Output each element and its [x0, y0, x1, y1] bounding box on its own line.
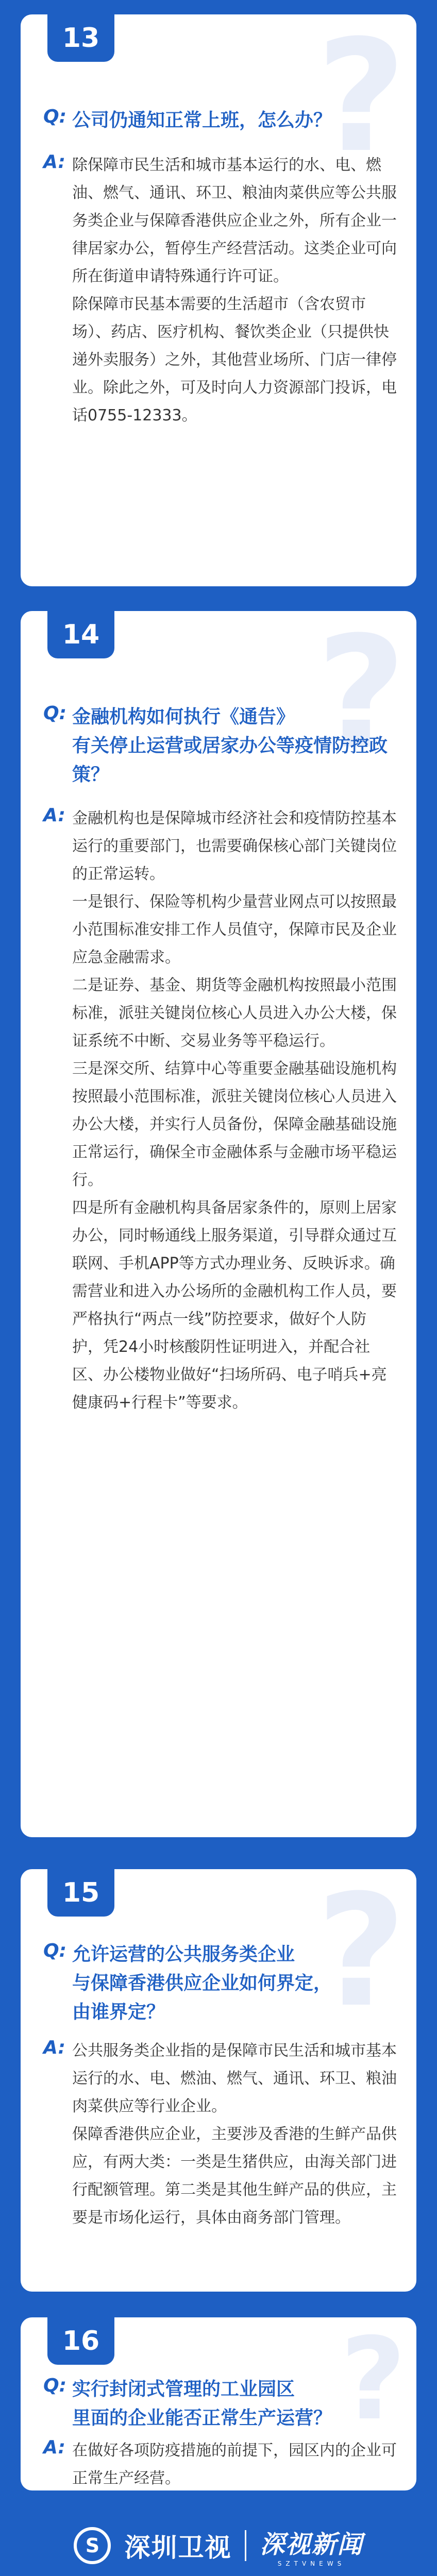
answer-paragraph: 金融机构也是保障城市经济社会和疫情防控基本运行的重要部门，也需要确保核心部门关键岗位的正常运转。 [72, 809, 397, 883]
question-line: 里面的企业能否正常生产运营？ [72, 2408, 332, 2429]
logo-divider [245, 2530, 246, 2561]
question-text [72, 703, 397, 789]
shenzhen-tv-logo-text: 深圳卫视 [124, 2533, 232, 2563]
question-text [72, 106, 332, 135]
qa-card-15 [21, 1861, 416, 2292]
question-row [43, 1940, 397, 2027]
answer-label: A: [43, 151, 65, 173]
question-line: 实行封闭式管理的工业园区 [72, 2379, 295, 2400]
question-text [72, 2375, 332, 2433]
answer-paragraph: 公共服务类企业指的是保障市民生活和城市基本运行的水、电、燃油、燃气、通讯、环卫、粮油肉菜供应等行业企业。 [72, 2042, 397, 2115]
answer-label: A: [43, 2037, 65, 2058]
answer-paragraph: 在做好各项防疫措施的前提下，园区内的企业可正常生产经营。 [72, 2442, 397, 2487]
answer-paragraph: 三是深交所、结算中心等重要金融基础设施机构按照最小范围标准，派驻关键岗位核心人员进入办公大楼，并实行人员备份，保障金融基础设施正常运行，确保全市金融体系与金融市场平稳运行。 [72, 1060, 397, 1189]
question-row [43, 2375, 397, 2433]
question-line: 有关停止运营或居家办公等疫情防控政策？ [72, 735, 388, 785]
footer-logos [0, 2522, 437, 2569]
answer-text [72, 151, 397, 430]
shenzhen-tv-logo-icon: S [74, 2527, 111, 2564]
question-label: Q: [43, 106, 66, 127]
answer-label: A: [43, 805, 65, 826]
answer-text [72, 2437, 397, 2493]
qa-card-14 [21, 603, 416, 1837]
answer-row [43, 805, 397, 1417]
question-number-badge: 15 [47, 1869, 114, 1917]
question-line: 公司仍通知正常上班，怎么办？ [72, 110, 332, 131]
answer-row [43, 2037, 397, 2232]
question-line: 金融机构如何执行《通告》 [72, 706, 295, 727]
answer-paragraph: 一是银行、保险等机构少量营业网点可以按照最小范围标准安排工作人员值守，保障市民及企业应急金融需求。 [72, 893, 397, 967]
answer-paragraph: 保障香港供应企业，主要涉及香港的生鲜产品供应，有两大类：一类是生猪供应，由海关部门进行配额管理。第二类是其他生鲜产品的供应，主要是市场化运行，具体由商务部门管理。 [72, 2125, 397, 2227]
sztv-news-logo-subtext: SZTVNEWS [277, 2560, 346, 2567]
answer-text [72, 2037, 397, 2232]
answer-label: A: [43, 2437, 65, 2458]
answer-text [72, 805, 397, 1417]
question-row [43, 106, 397, 135]
answer-paragraph: 四是所有金融机构具备居家条件的，原则上居家办公，同时畅通线上服务渠道，引导群众通过互联网、手机APP等方式办理业务、反映诉求。确需营业和进入办公场所的金融机构工作人员，要严格执行“两点一线”防控要求，做好个人防护，凭24小时核酸阴性证明进入，并配合社区、办公楼物业做好“扫场所码、电子哨兵+亮健康码+行程卡”等要求。 [72, 1199, 397, 1412]
answer-paragraph: 二是证券、基金、期货等金融机构按照最小范围标准，派驻关键岗位核心人员进入办公大楼，保证系统不中断、交易业务等平稳运行。 [72, 976, 397, 1050]
sztv-news-logo-text: 深视新闻 [260, 2530, 363, 2559]
question-number-badge: 13 [47, 14, 114, 62]
qa-card-13 [21, 7, 416, 586]
question-label: Q: [43, 1940, 66, 1961]
question-mark-icon: ? [316, 603, 406, 783]
question-number-badge: 14 [47, 611, 114, 658]
question-mark-icon: ? [316, 1861, 406, 2041]
question-line: 允许运营的公共服务类企业 [72, 1944, 295, 1965]
answer-paragraph: 除保障市民生活和城市基本运行的水、电、燃油、燃气、通讯、环卫、粮油肉菜供应等公共服务类企业与保障香港供应企业之外，所有企业一律居家办公，暂停生产经营活动。这类企业可向所在街道申请特殊通行许可证。 [72, 156, 397, 285]
question-line: 由谁界定？ [72, 2002, 165, 2023]
answer-row [43, 151, 397, 430]
question-number-badge: 16 [47, 2317, 114, 2365]
question-text [72, 1940, 332, 2027]
question-label: Q: [43, 703, 66, 724]
answer-paragraph: 除保障市民基本需要的生活超市（含农贸市场）、药店、医疗机构、餐饮类企业（只提供快递外卖服务）之外，其他营业场所、门店一律停业。除此之外，可及时向人力资源部门投诉，电话0755-12333。 [72, 295, 397, 425]
question-mark-icon: ? [340, 2313, 406, 2445]
qa-card-16 [21, 2313, 416, 2490]
question-mark-icon: ? [316, 7, 406, 187]
question-line: 与保障香港供应企业如何界定， [72, 1973, 332, 1994]
answer-row [43, 2437, 397, 2493]
question-row [43, 703, 397, 789]
question-label: Q: [43, 2375, 66, 2396]
sztv-news-logo [260, 2524, 363, 2567]
